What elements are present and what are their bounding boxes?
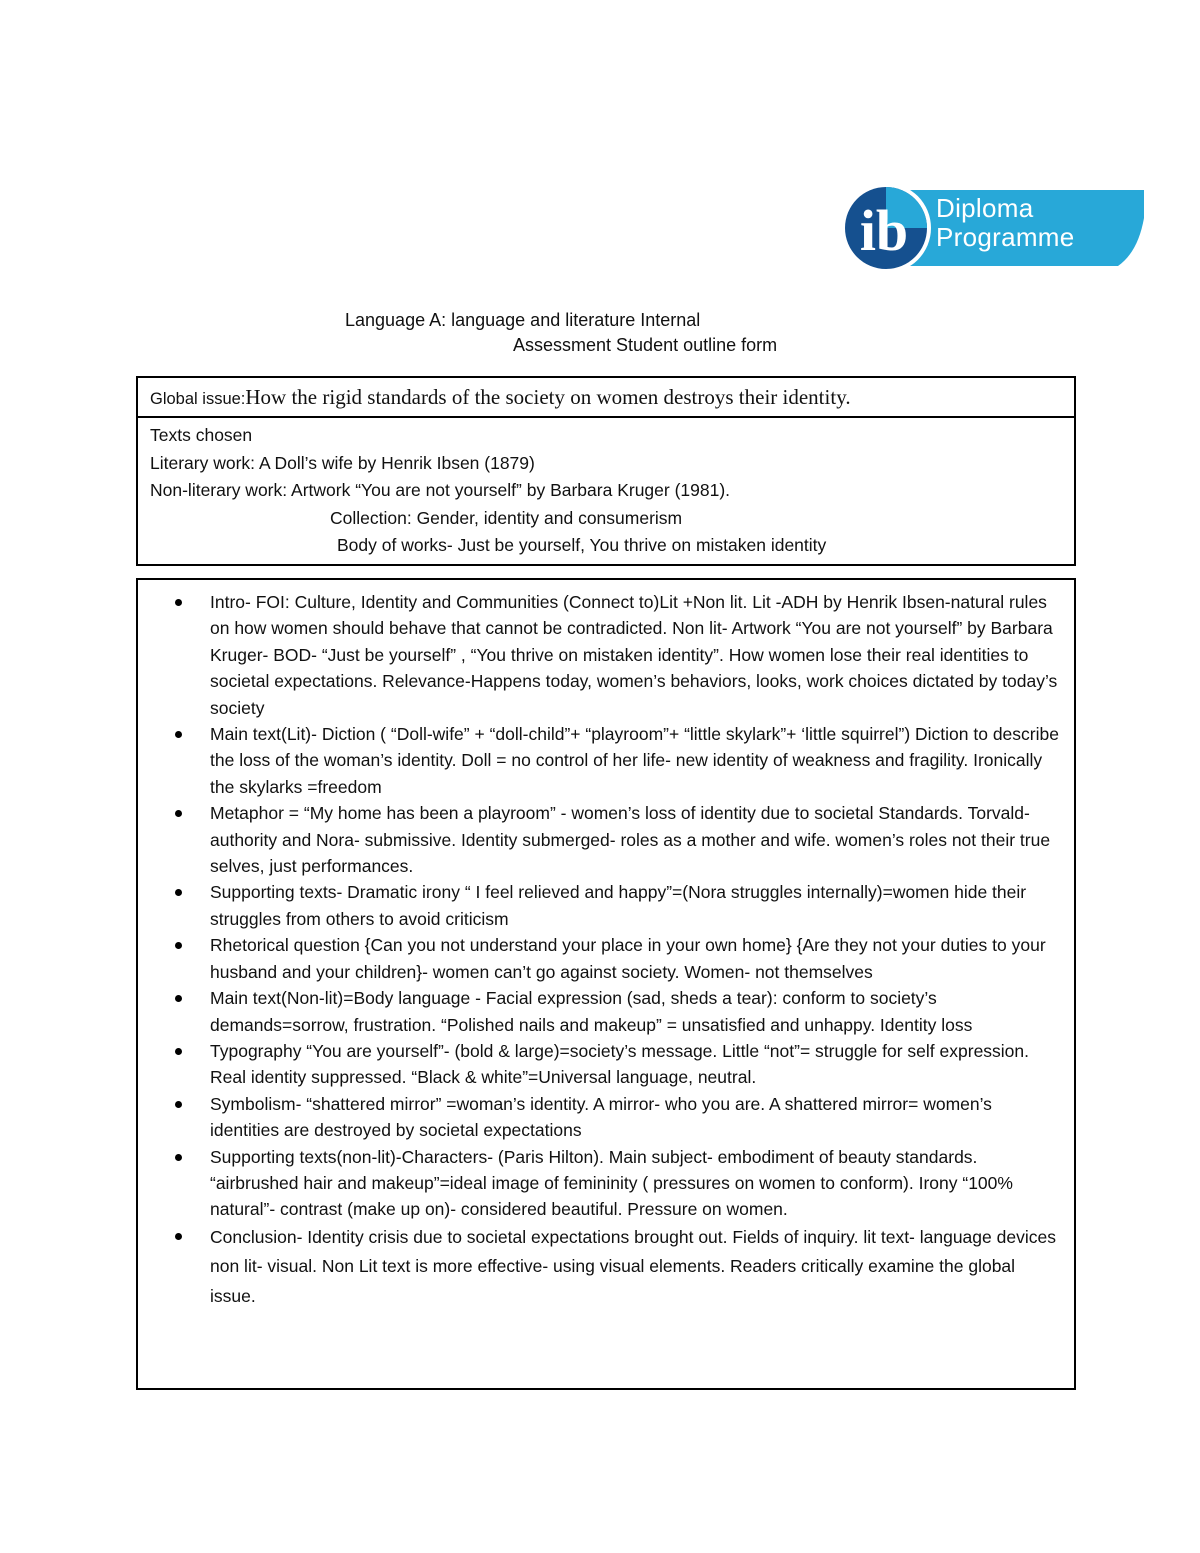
texts-chosen-heading: Texts chosen bbox=[150, 425, 253, 445]
form-title-line1: Language A: language and literature Internal bbox=[345, 310, 701, 330]
outline-item bbox=[138, 721, 1064, 800]
outline-item-text: Conclusion- Identity crisis due to societal expectations brought out. Fields of inquiry. lit text- language devices non lit- visual. Non Lit text is more effective- using visual elements. Readers critically examine the global issue. bbox=[210, 1226, 1056, 1306]
outline-item-text: Intro- FOI: Culture, Identity and Communities (Connect to)Lit +Non lit. Lit -ADH by Henrik Ibsen-natural rules on how women should behave that cannot be contradicted. Non lit- Artwork “You are not yourself” by Barbara Kruger- BOD- “Just be yourself” , “You thrive on mistaken identity”. How women lose their real identities to societal expectations. Relevance-Happens today, women’s behaviors, looks, work choices dictated by today’s society bbox=[210, 592, 1058, 718]
outline-item bbox=[138, 1144, 1064, 1223]
outline-item bbox=[138, 879, 1064, 932]
ib-diploma-logo bbox=[838, 182, 1144, 274]
outline-item-text: Metaphor = “My home has been a playroom” - women’s loss of identity due to societal Standards. Torvald- authority and Nora- submissive. Identity submerged- roles as a mother and wife. women’s roles not their true selves, just performances. bbox=[210, 803, 1051, 877]
outline-item-text: Main text(Lit)- Diction ( “Doll-wife” + “doll-child”+ “playroom”+ “little skylark”+ ‘little squirrel”) Diction to describe the loss of the woman’s identity. Doll = no control of her life- new identity of weakness and fragility. Ironically the skylarks =freedom bbox=[210, 724, 1059, 797]
logo-line1: Diploma bbox=[936, 193, 1034, 223]
bullet-icon bbox=[175, 889, 182, 896]
logo-line2: Programme bbox=[936, 222, 1075, 252]
logo-wordmark bbox=[936, 194, 1075, 252]
bullet-icon bbox=[175, 995, 182, 1002]
bullet-icon bbox=[175, 599, 182, 606]
outline-item bbox=[138, 800, 1064, 879]
outline-item bbox=[138, 589, 1064, 721]
nonliterary-work-label: Non-literary work: bbox=[150, 480, 288, 500]
global-issue-text: How the rigid standards of the society on women destroys their identity. bbox=[245, 385, 851, 409]
bullet-icon bbox=[175, 731, 182, 738]
bullet-icon bbox=[175, 1233, 182, 1240]
ib-mark: ib bbox=[859, 198, 909, 263]
global-issue-row bbox=[138, 378, 1074, 418]
texts-table bbox=[136, 376, 1076, 566]
outline-item-text: Supporting texts(non-lit)-Characters- (Paris Hilton). Main subject- embodiment of beauty standards. “airbrushed hair and makeup”=ideal image of femininity ( pressures on women to conform). Irony “100% natural”- contrast (make up on)- considered beautiful. Pressure on women. bbox=[210, 1146, 1013, 1220]
outline-item-text: Rhetorical question {Can you not understand your place in your own home} {Are they not your duties to your husband and your children}- women can’t go against society. Women- not themselves bbox=[210, 935, 1046, 982]
literary-work-line bbox=[150, 450, 1074, 478]
outline-item-text: Typography “You are yourself”- (bold & large)=society’s message. Little “not”= struggle for self expression. Real identity suppressed. “Black & white”=Universal language, neutral. bbox=[210, 1040, 1030, 1088]
literary-work-value: A Doll’s wife by Henrik Ibsen (1879) bbox=[258, 452, 535, 473]
bullet-icon bbox=[175, 942, 182, 949]
outline-item bbox=[138, 985, 1064, 1038]
outline-item bbox=[138, 1038, 1064, 1091]
global-issue-label: Global issue: bbox=[150, 390, 246, 408]
outline-item bbox=[138, 1091, 1064, 1144]
form-title-line2: Assessment Student outline form bbox=[513, 335, 778, 355]
texts-chosen-row bbox=[138, 418, 1074, 560]
nonliterary-work-line bbox=[150, 477, 1074, 505]
outline-item bbox=[138, 1223, 1064, 1312]
bullet-icon bbox=[175, 1101, 182, 1108]
bullet-icon bbox=[175, 1048, 182, 1055]
bullet-icon bbox=[175, 810, 182, 817]
outline-item-text: Supporting texts- Dramatic irony “ I feel relieved and happy”=(Nora struggles internally)=women hide their struggles from others to avoid criticism bbox=[210, 882, 1027, 929]
outline-item-text: Symbolism- “shattered mirror” =woman’s identity. A mirror- who you are. A shattered mirror= women’s identities are destroyed by societal expectations bbox=[210, 1093, 992, 1141]
outline-box bbox=[136, 578, 1076, 1390]
literary-work-label: Literary work: bbox=[150, 452, 256, 473]
outline-item bbox=[138, 932, 1064, 985]
bullet-icon bbox=[175, 1154, 182, 1161]
outline-item-text: Main text(Non-lit)=Body language - Facial expression (sad, sheds a tear): conform to society’s demands=sorrow, frustration. “Polished nails and makeup” = unsatisfied and unhappy. Identity loss bbox=[210, 988, 973, 1035]
collection-line: Collection: Gender, identity and consumerism bbox=[330, 507, 683, 528]
nonliterary-work-value: Artwork “You are not yourself” by Barbara Kruger (1981). bbox=[291, 480, 731, 500]
body-of-works-line: Body of works- Just be yourself, You thrive on mistaken identity bbox=[337, 535, 827, 555]
outline-list bbox=[138, 589, 1064, 1311]
